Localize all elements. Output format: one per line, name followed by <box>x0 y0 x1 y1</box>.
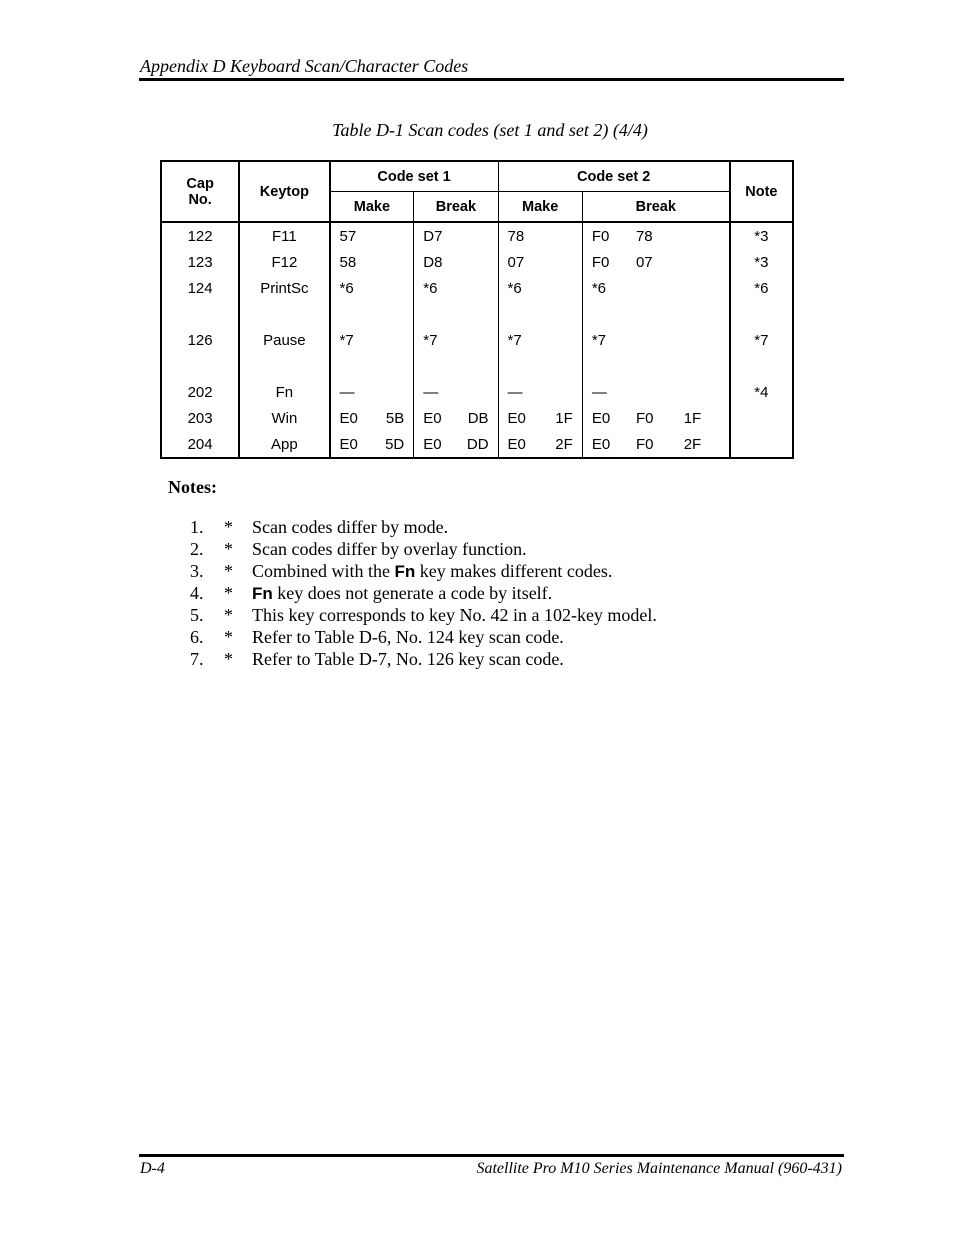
cell-s1-break <box>414 431 498 458</box>
code-byte <box>684 254 720 271</box>
note-asterisk: * <box>224 539 233 559</box>
cell-s2-break <box>582 301 729 327</box>
scan-code-table <box>160 160 794 459</box>
cell-s2-break <box>582 222 729 249</box>
header-cap-line1: Cap <box>186 175 214 192</box>
table-row <box>161 379 793 405</box>
code-byte <box>684 384 720 401</box>
note-number: 7. <box>190 649 204 669</box>
code-byte: D7 <box>423 227 443 245</box>
code-byte: E0 <box>423 409 442 427</box>
code-byte: 57 <box>339 227 357 245</box>
code-byte: F0 <box>635 409 654 427</box>
cell-s1-break <box>414 222 498 249</box>
cell-s2-break <box>582 431 729 458</box>
note-text <box>252 538 527 560</box>
note-text-pre: Combined with the <box>252 561 395 581</box>
cell-s2-make <box>498 379 582 405</box>
code-byte: *7 <box>507 331 522 349</box>
cell-note <box>730 353 793 379</box>
cell-cap-no <box>161 301 239 327</box>
cell-keytop: Pause <box>239 327 329 353</box>
cell-s2-break <box>582 379 729 405</box>
note-item <box>190 560 657 582</box>
note-text <box>252 516 448 538</box>
cell-s1-break <box>414 249 498 275</box>
code-byte: 5B <box>385 409 405 427</box>
cell-cap-no: 122 <box>161 222 239 249</box>
note-number: 1. <box>190 517 204 537</box>
code-byte: *7 <box>423 331 438 349</box>
cell-s1-make <box>330 431 414 458</box>
cell-s1-make <box>330 301 414 327</box>
header-cap-line2: No. <box>188 191 212 208</box>
header-set2-break: Break <box>582 192 729 223</box>
header-keytop: Keytop <box>239 161 329 222</box>
code-byte: 1F <box>683 409 702 427</box>
cell-s2-make <box>498 327 582 353</box>
cell-s2-make <box>498 301 582 327</box>
cell-s2-break <box>582 353 729 379</box>
note-item <box>190 626 657 648</box>
cell-cap-no: 124 <box>161 275 239 301</box>
header-code-set-1: Code set 1 <box>330 161 499 192</box>
cell-note: *4 <box>754 383 769 401</box>
note-number: 3. <box>190 561 204 581</box>
code-byte: 78 <box>507 227 525 245</box>
code-byte: — <box>507 383 523 401</box>
cell-s1-make <box>330 327 414 353</box>
cell-keytop: F12 <box>239 249 329 275</box>
note-text <box>252 626 564 648</box>
code-byte: E0 <box>591 435 611 453</box>
note-item <box>190 582 657 604</box>
header-cap-no <box>161 161 239 222</box>
cell-note: *3 <box>754 227 769 245</box>
running-header: Appendix D Keyboard Scan/Character Codes <box>140 56 469 76</box>
note-text <box>252 560 612 582</box>
cell-s2-make <box>498 431 582 458</box>
notes-title: Notes: <box>168 477 217 497</box>
cell-s2-break <box>582 275 729 301</box>
code-byte: 58 <box>339 253 357 271</box>
code-byte: E0 <box>507 435 526 453</box>
cell-s2-make <box>498 353 582 379</box>
cell-s1-break <box>414 301 498 327</box>
cell-note <box>730 405 793 431</box>
table-row <box>161 275 793 301</box>
code-byte: 78 <box>635 227 653 245</box>
table-row <box>161 405 793 431</box>
cell-s2-make <box>498 405 582 431</box>
cell-s1-make <box>330 249 414 275</box>
table-body <box>161 222 793 458</box>
table-row <box>161 301 793 327</box>
cell-s1-break <box>414 275 498 301</box>
cell-s1-break <box>414 405 498 431</box>
cell-note: *3 <box>754 253 769 271</box>
footer-rule <box>139 1154 844 1157</box>
table-row <box>161 249 793 275</box>
header-set1-make: Make <box>330 192 414 223</box>
cell-s1-make <box>330 405 414 431</box>
code-byte: D8 <box>423 253 443 271</box>
note-asterisk: * <box>224 605 233 625</box>
cell-s2-break <box>582 327 729 353</box>
code-byte <box>636 332 684 349</box>
table-row <box>161 353 793 379</box>
cell-s2-break <box>582 405 729 431</box>
code-byte: 07 <box>635 253 653 271</box>
table-row <box>161 431 793 458</box>
note-text-pre: Refer to Table D-6, No. 124 key scan code. <box>252 627 564 647</box>
cell-s1-break <box>414 379 498 405</box>
code-byte: E0 <box>339 409 358 427</box>
cell-keytop: Win <box>239 405 329 431</box>
header-note: Note <box>730 161 793 222</box>
code-byte <box>684 332 720 349</box>
code-byte <box>636 384 684 401</box>
code-byte <box>636 280 684 297</box>
note-text-pre: Refer to Table D-7, No. 126 key scan code. <box>252 649 564 669</box>
fn-key-label: Fn <box>252 584 273 603</box>
cell-s2-make <box>498 275 582 301</box>
cell-cap-no: 203 <box>161 405 239 431</box>
code-byte: *6 <box>339 279 354 297</box>
cell-s1-make <box>330 353 414 379</box>
table-row <box>161 327 793 353</box>
cell-cap-no <box>161 353 239 379</box>
cell-s1-make <box>330 275 414 301</box>
note-text <box>252 648 564 670</box>
code-byte: DB <box>467 409 489 427</box>
cell-note: *7 <box>754 331 769 349</box>
note-text <box>252 582 552 604</box>
table-caption: Table D-1 Scan codes (set 1 and set 2) (4/4) <box>332 120 648 140</box>
note-text-pre: This key corresponds to key No. 42 in a 102-key model. <box>252 605 657 625</box>
code-byte: E0 <box>339 435 358 453</box>
cell-s1-break <box>414 353 498 379</box>
note-asterisk: * <box>224 649 233 669</box>
cell-s1-make <box>330 222 414 249</box>
cell-keytop <box>239 353 329 379</box>
code-byte: E0 <box>591 409 611 427</box>
code-byte: 2F <box>683 435 702 453</box>
cell-s1-make <box>330 379 414 405</box>
code-byte: *6 <box>507 279 522 297</box>
code-byte: 5D <box>385 435 405 453</box>
code-byte: E0 <box>507 409 526 427</box>
header-set2-make: Make <box>498 192 582 223</box>
code-byte: E0 <box>423 435 442 453</box>
note-item <box>190 516 657 538</box>
code-byte: *6 <box>423 279 438 297</box>
note-asterisk: * <box>224 627 233 647</box>
code-byte: *6 <box>591 279 606 297</box>
notes-list <box>190 516 657 670</box>
page-number: D-4 <box>140 1160 165 1177</box>
cell-cap-no: 123 <box>161 249 239 275</box>
cell-cap-no: 202 <box>161 379 239 405</box>
manual-title: Satellite Pro M10 Series Maintenance Manual (960-431) <box>476 1160 842 1177</box>
header-set1-break: Break <box>414 192 498 223</box>
code-byte: — <box>339 383 355 401</box>
cell-note <box>730 301 793 327</box>
code-byte: F0 <box>635 435 654 453</box>
code-byte: 1F <box>555 409 573 427</box>
code-byte: F0 <box>591 227 610 245</box>
code-byte: — <box>591 383 607 401</box>
header-code-set-2: Code set 2 <box>498 161 730 192</box>
note-asterisk: * <box>224 561 233 581</box>
cell-note: *6 <box>754 279 769 297</box>
note-text-post: key makes different codes. <box>415 561 613 581</box>
cell-keytop <box>239 301 329 327</box>
note-item <box>190 538 657 560</box>
cell-s1-break <box>414 327 498 353</box>
fn-key-label: Fn <box>394 562 416 581</box>
cell-keytop: Fn <box>239 379 329 405</box>
cell-s2-make <box>498 222 582 249</box>
cell-note <box>730 431 793 458</box>
note-item <box>190 604 657 626</box>
note-item <box>190 648 657 670</box>
note-asterisk: * <box>224 517 233 537</box>
cell-keytop: F11 <box>239 222 329 249</box>
note-asterisk: * <box>224 583 233 603</box>
note-text-post: key does not generate a code by itself. <box>272 583 553 603</box>
note-number: 5. <box>190 605 204 625</box>
cell-cap-no: 126 <box>161 327 239 353</box>
code-byte: 2F <box>555 435 573 453</box>
note-text-pre: Scan codes differ by overlay function. <box>252 539 527 559</box>
cell-s2-make <box>498 249 582 275</box>
code-byte <box>684 280 720 297</box>
note-number: 6. <box>190 627 204 647</box>
code-byte: — <box>423 383 439 401</box>
code-byte <box>684 228 720 245</box>
cell-keytop: App <box>239 431 329 458</box>
note-number: 2. <box>190 539 204 559</box>
table-row <box>161 222 793 249</box>
code-byte: F0 <box>591 253 610 271</box>
note-text-pre: Scan codes differ by mode. <box>252 517 449 537</box>
cell-keytop: PrintSc <box>239 275 329 301</box>
note-text <box>252 604 657 626</box>
cell-cap-no: 204 <box>161 431 239 458</box>
code-byte: 07 <box>507 253 525 271</box>
code-byte: DD <box>466 435 489 453</box>
code-byte: *7 <box>339 331 354 349</box>
note-number: 4. <box>190 583 204 603</box>
header-rule <box>139 78 844 81</box>
cell-s2-break <box>582 249 729 275</box>
code-byte: *7 <box>591 331 606 349</box>
